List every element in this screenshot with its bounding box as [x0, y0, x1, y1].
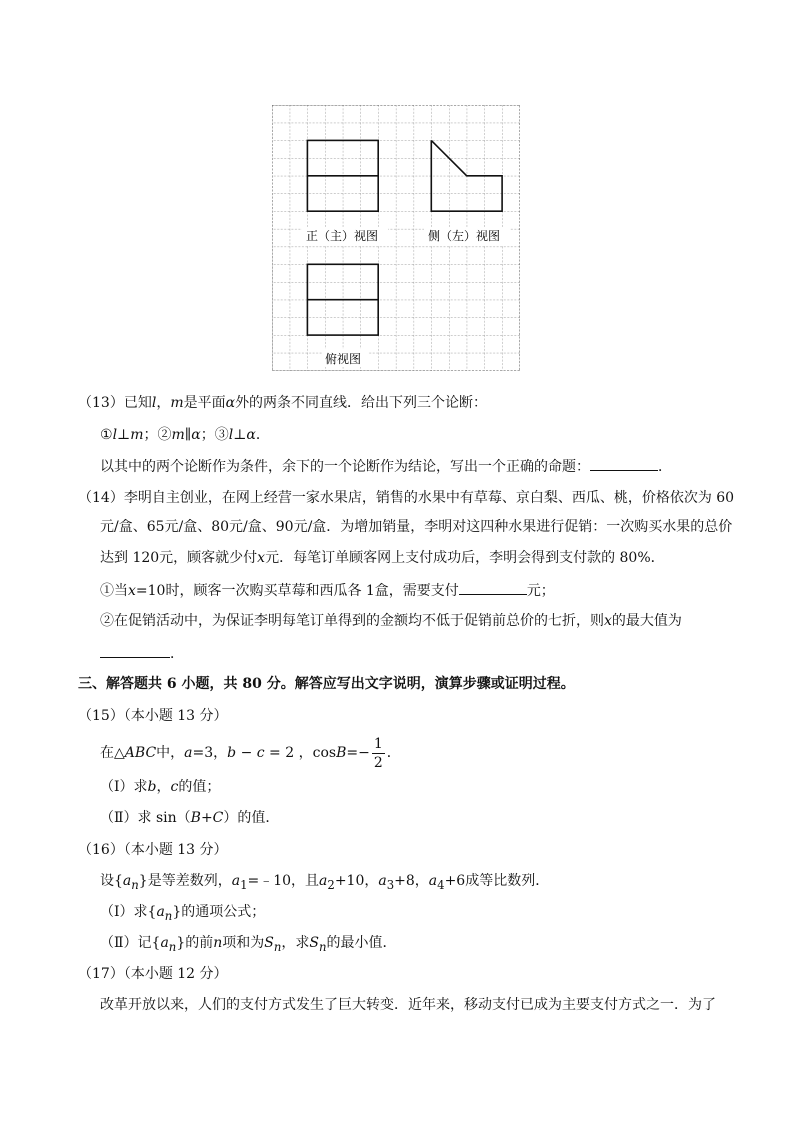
var-B: B [336, 745, 347, 761]
subscript: n [164, 908, 173, 923]
q16-text: 设{ [100, 873, 123, 889]
q15-stem [100, 733, 401, 773]
q15-number: （15）（本小题 13 分） [78, 708, 228, 724]
q15-text: = 2 ，cos [264, 745, 337, 761]
subscript: 2 [327, 877, 335, 892]
q15-text: 的值； [178, 779, 221, 795]
answer-blank[interactable] [590, 456, 658, 471]
subscript: n [131, 877, 139, 892]
q15-text: =− [346, 745, 370, 761]
q14-sub2 [100, 611, 682, 631]
q14-line2 [100, 517, 732, 537]
q14-line3 [100, 548, 665, 568]
q14-text: 的最大值为 [611, 613, 682, 629]
var-m: m [170, 395, 184, 411]
q13-number: （13） [78, 395, 124, 411]
q16-text: =﹣10，且 [247, 873, 320, 889]
var-a: a [122, 873, 132, 889]
var-m: m [130, 427, 144, 443]
top-view-label: 俯视图 [325, 352, 362, 366]
var-b: b [147, 779, 157, 795]
var-x: x [257, 550, 266, 566]
three-view-figure [272, 105, 520, 371]
q15-part2 [100, 808, 279, 828]
q13-text: 是平面 [183, 395, 226, 411]
q15-text: （Ⅰ）求 [100, 779, 148, 795]
side-view-label: 侧（左）视图 [428, 229, 501, 243]
q16-text: }的通项公式； [172, 904, 266, 920]
subscript: 3 [386, 877, 395, 892]
q14-number: （14） [78, 490, 124, 506]
q16-text: 的最小值． [326, 935, 397, 951]
fraction-numerator: 1 [373, 735, 383, 752]
q13-text: 以其中的两个论断作为条件，余下的一个论断作为结论，写出一个正确的命题： [100, 459, 590, 475]
q17-line1: 改革开放以来，人们的支付方式发生了巨大转变．近年来，移动支付已成为主要支付方式之一．为了 [100, 997, 716, 1013]
var-l: l [151, 395, 157, 411]
var-alpha: α [246, 427, 256, 443]
subscript: n [318, 939, 327, 954]
q14-sub1 [100, 580, 555, 601]
q14-sub2-blank [100, 643, 184, 664]
var-S: S [264, 935, 274, 951]
q14-text: ②在促销活动中，为保证李明每笔订单得到的金额均不低于促销前总价的七折，则 [100, 613, 604, 629]
var-a: a [184, 745, 193, 761]
q16-text: +8， [394, 873, 429, 889]
var-c: c [170, 779, 179, 795]
front-view-label: 正（主）视图 [306, 229, 379, 243]
var-a: a [378, 873, 387, 889]
q16-text: }是等差数列， [138, 873, 232, 889]
q17-number: （17）（本小题 12 分） [78, 966, 228, 982]
q16-text: ，求 [281, 935, 310, 951]
q13-statements [100, 425, 270, 445]
q16-text: 项和为 [222, 935, 265, 951]
var-a: a [156, 904, 165, 920]
q14-text: 元/盒、65元/盒、80元/盒、90元/盒．为增加销量，李明对这四种水果进行促销：一次购买水果的总价 [100, 519, 733, 535]
fraction-denominator: 2 [373, 754, 383, 771]
q16-text: +6成等比数列． [444, 873, 550, 889]
q15-text: =3， [192, 745, 228, 761]
var-c: c [256, 745, 265, 761]
parallel-symbol: ∥ [184, 427, 192, 443]
q15-text: ， [156, 779, 171, 795]
q16-text: +10， [334, 873, 379, 889]
q14-text: 达到 120元，顾客就少付 [100, 550, 258, 566]
perp-symbol: ⊥ [233, 427, 247, 443]
q16-text: （Ⅱ）记{ [100, 935, 161, 951]
q14-text: ①当 [100, 583, 128, 599]
q16-part1 [100, 902, 265, 926]
q15-text: 在△ [100, 745, 125, 761]
q15-text: ． [386, 745, 401, 761]
q13-text: ① [100, 427, 113, 443]
var-x: x [128, 583, 136, 599]
subscript: n [273, 939, 282, 954]
var-l: l [112, 427, 118, 443]
subscript: 4 [437, 877, 445, 892]
var-alpha: α [191, 427, 201, 443]
q13-text: ． [255, 427, 270, 443]
perp-symbol: ⊥ [117, 427, 131, 443]
q15-text: − [236, 745, 257, 761]
q16-text: }的前 [176, 935, 214, 951]
triangle-name: ABC [124, 745, 157, 761]
q13-text: 外的两条不同直线．给出下列三个论断： [235, 395, 488, 411]
section-heading: 三、解答题共 6 小题，共 80 分。解答应写出文字说明，演算步骤或证明过程。 [78, 676, 575, 692]
q16-part2 [100, 933, 396, 957]
q13-text: 已知 [123, 395, 152, 411]
q16-stem [100, 871, 549, 895]
var-alpha: α [225, 395, 236, 411]
subscript: 1 [240, 877, 248, 892]
q13-text: ， [156, 395, 171, 411]
var-m: m [171, 427, 185, 443]
q14-text: =10时，顾客一次购买草莓和西瓜各 1盒，需要支付 [135, 583, 459, 599]
var-x: x [604, 613, 612, 629]
var-a: a [428, 873, 438, 889]
expr-BC: B+C [190, 810, 224, 826]
q14-text: 元； [526, 583, 555, 599]
subscript: n [168, 939, 177, 954]
three-view-grid [272, 105, 520, 371]
q16-number: （16）（本小题 13 分） [78, 842, 228, 858]
q13-text: ；③ [200, 427, 229, 443]
q15-text: （Ⅱ）求 sin（ [100, 810, 191, 826]
var-l: l [228, 427, 234, 443]
var-S: S [309, 935, 319, 951]
var-b: b [227, 745, 237, 761]
q13-task [100, 456, 672, 477]
q15-text: ）的值． [223, 810, 280, 826]
q13-text: ；② [143, 427, 172, 443]
answer-blank[interactable] [459, 580, 527, 595]
var-n: n [213, 935, 223, 951]
answer-blank[interactable] [100, 643, 170, 658]
q14-text: ． [170, 646, 184, 662]
q13-stem [78, 393, 487, 413]
q14-text: 元．每笔订单顾客网上支付成功后，李明会得到支付款的 80%． [265, 550, 665, 566]
q15-part1 [100, 777, 220, 797]
q15-text: 中， [156, 745, 185, 761]
q14-text: 李明自主创业，在网上经营一家水果店，销售的水果中有草莓、京白梨、西瓜、桃，价格依次为 60 [123, 490, 735, 506]
var-a: a [319, 873, 328, 889]
var-a: a [231, 873, 241, 889]
var-a: a [160, 935, 169, 951]
fraction [372, 735, 385, 772]
q16-text: （Ⅰ）求{ [100, 904, 157, 920]
q14-line1 [78, 488, 734, 508]
q13-text: ． [658, 459, 672, 475]
